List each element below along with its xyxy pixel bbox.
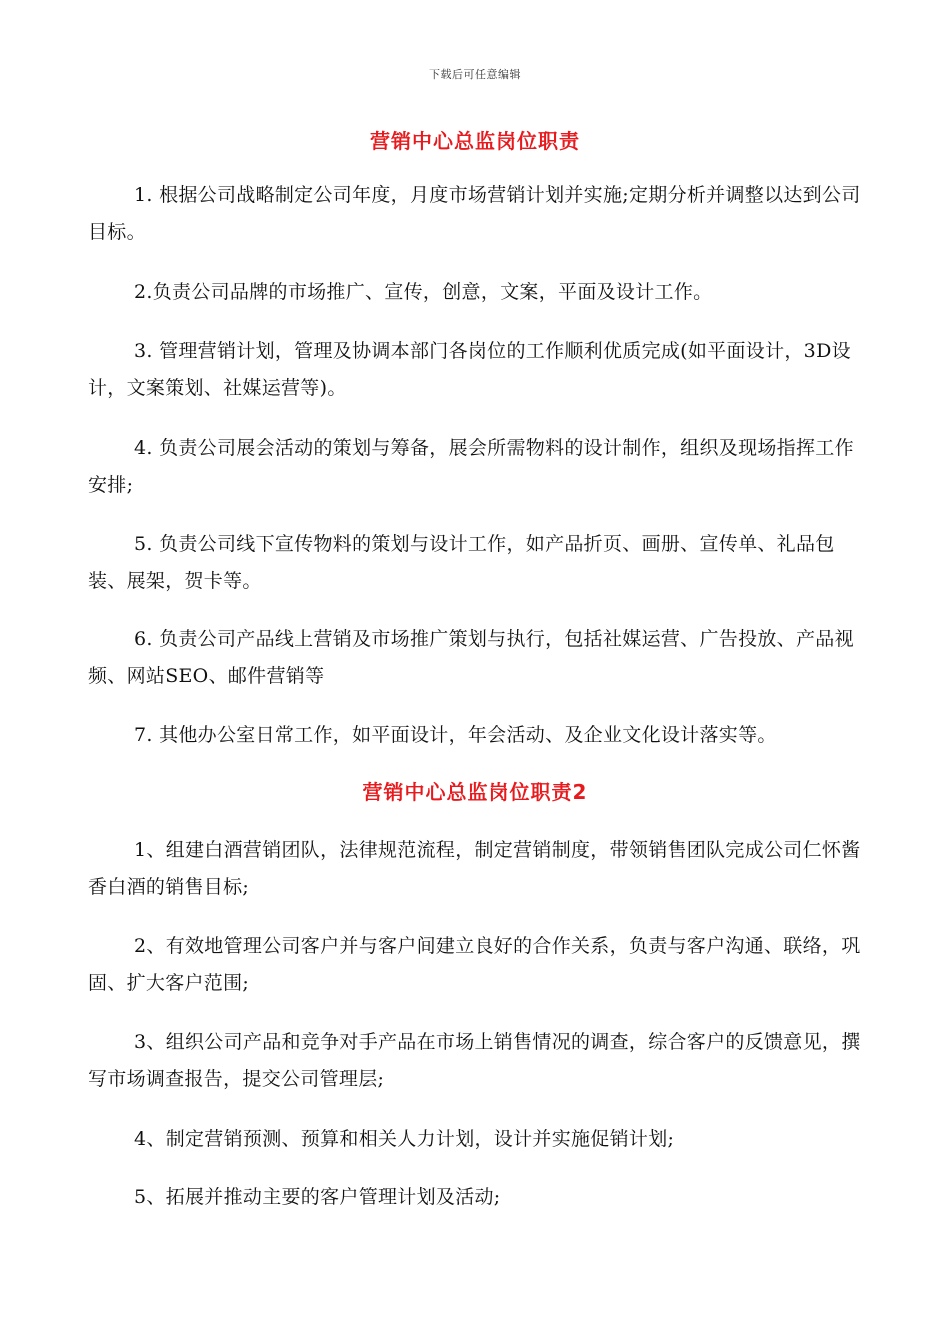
- section1-item-2: 2.负责公司品牌的市场推广、宣传，创意，文案，平面及设计工作。: [134, 281, 713, 303]
- section1-item-3: 3. 管理营销计划，管理及协调本部门各岗位的工作顺利优质完成(如平面设计，3D设计，文案策划、社媒运营等)。: [88, 340, 851, 399]
- section2-item-5: 5、拓展并推动主要的客户管理计划及活动;: [134, 1186, 501, 1208]
- section2-item-2: 2、有效地管理公司客户并与客户间建立良好的合作关系，负责与客户沟通、联络，巩固、扩大客户范围;: [88, 935, 861, 994]
- section1-item-1: 1. 根据公司战略制定公司年度，月度市场营销计划并实施;定期分析并调整以达到公司目标。: [88, 184, 861, 243]
- section2-item-4: 4、制定营销预测、预算和相关人力计划，设计并实施促销计划;: [134, 1128, 675, 1150]
- section1-item-6: 6. 负责公司产品线上营销及市场推广策划与执行，包括社媒运营、广告投放、产品视频、网站SEO、邮件营销等: [88, 628, 854, 687]
- section2-title: 营销中心总监岗位职责2: [362, 780, 588, 804]
- section2-item-3: 3、组织公司产品和竞争对手产品在市场上销售情况的调查，综合客户的反馈意见，撰写市场调查报告，提交公司管理层;: [88, 1031, 861, 1090]
- header-note: 下载后可任意编辑: [429, 68, 521, 81]
- section1-item-7: 7. 其他办公室日常工作，如平面设计，年会活动、及企业文化设计落实等。: [134, 724, 777, 746]
- section1-item-4: 4. 负责公司展会活动的策划与筹备，展会所需物料的设计制作，组织及现场指挥工作安排;: [88, 437, 854, 496]
- section2-item-1: 1、组建白酒营销团队，法律规范流程，制定营销制度，带领销售团队完成公司仁怀酱香白酒的销售目标;: [88, 839, 861, 898]
- section1-title: 营销中心总监岗位职责: [370, 129, 580, 153]
- section1-item-5: 5. 负责公司线下宣传物料的策划与设计工作，如产品折页、画册、宣传单、礼品包装、展架，贺卡等。: [88, 533, 835, 592]
